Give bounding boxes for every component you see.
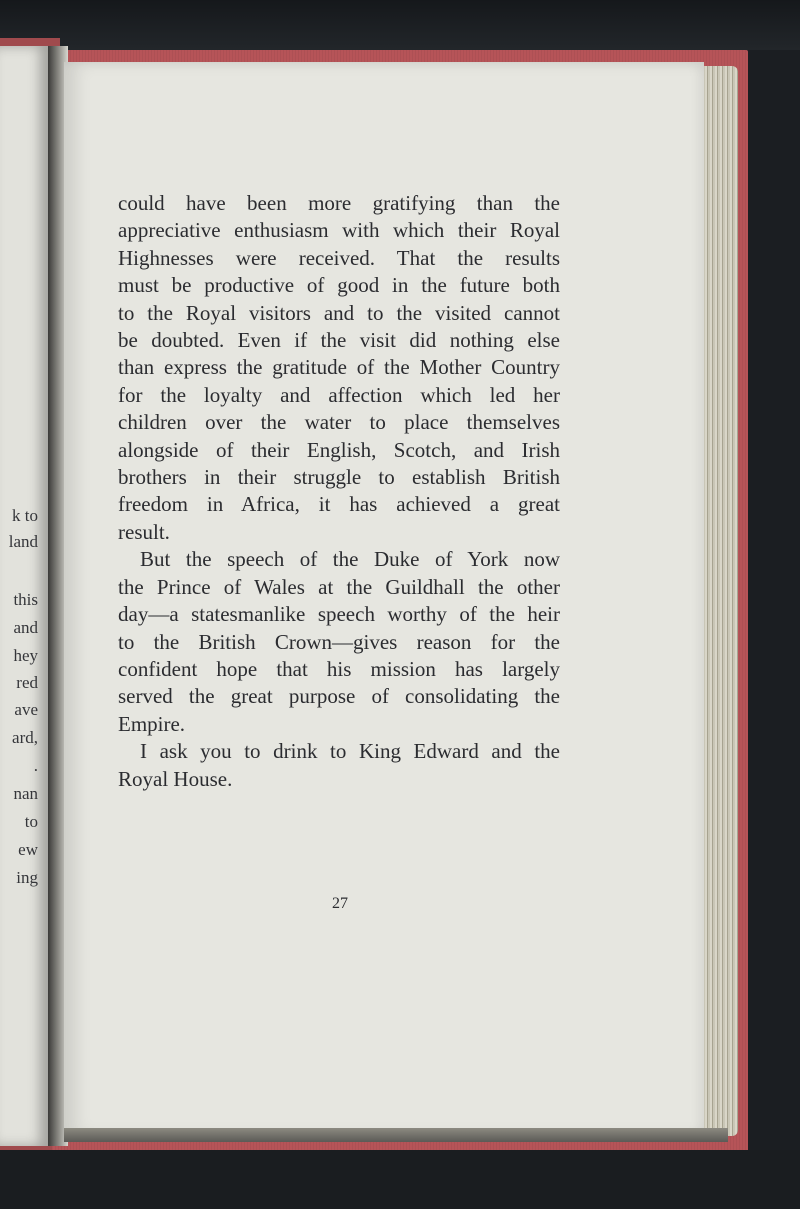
text-line: confident hope that his mission has largely [118,656,560,681]
dark-background-bottom [0,1150,800,1209]
text-line: be doubted. Even if the visit did nothing else [118,328,560,353]
text-line: I ask you to drink to King Edward and the [140,739,560,764]
page-edges-stack [700,66,738,1136]
text-line: to the British Crown—gives reason for the [118,629,560,654]
paragraph-2 [118,546,560,738]
text-line: served the great purpose of consolidating the [118,684,560,709]
left-fragment: ing [16,868,38,887]
left-fragment: red [16,673,38,692]
text-line: than express the gratitude of the Mother Country [118,355,560,380]
page-body-text [118,190,560,793]
left-fragment: to [24,812,38,831]
text-line: Highnesses were received. That the results [118,245,560,270]
left-fragment: ard, [12,728,38,747]
left-fragment: ew [18,840,38,859]
left-fragment: this [13,590,38,609]
paragraph-1 [118,190,560,546]
text-line: children over the water to place themselves [118,410,560,435]
left-fragment: ave [14,700,38,719]
left-fragment: . [33,756,38,775]
left-page-edge [0,46,48,1146]
left-fragment: k to [12,506,38,525]
left-fragment: hey [13,646,38,665]
text-line: for the loyalty and affection which led her [118,382,560,407]
page-number: 27 [332,895,348,912]
text-line: could have been more gratifying than the [118,191,560,215]
text-line: alongside of their English, Scotch, and Irish [118,437,560,462]
left-fragment: land [8,532,38,551]
text-line: Royal House. [118,766,233,791]
text-line: the Prince of Wales at the Guildhall the other [118,574,560,599]
paragraph-3 [118,738,560,793]
text-line: But the speech of the Duke of York now [140,547,560,572]
page-bottom-edge [64,1128,728,1142]
text-line: freedom in Africa, it has achieved a great [118,492,560,517]
text-line: day—a statesmanlike speech worthy of the heir [118,602,560,627]
text-line: Empire. [118,711,186,736]
left-fragment: and [13,618,38,637]
text-line: result. [118,519,170,544]
text-line: must be productive of good in the future both [118,273,560,298]
left-fragment: nan [13,784,38,803]
text-line: appreciative enthusiasm with which their Royal [118,218,560,243]
dark-background-top [0,0,800,50]
text-line: brothers in their struggle to establish British [118,465,560,490]
text-line: to the Royal visitors and to the visited cannot [118,300,560,325]
